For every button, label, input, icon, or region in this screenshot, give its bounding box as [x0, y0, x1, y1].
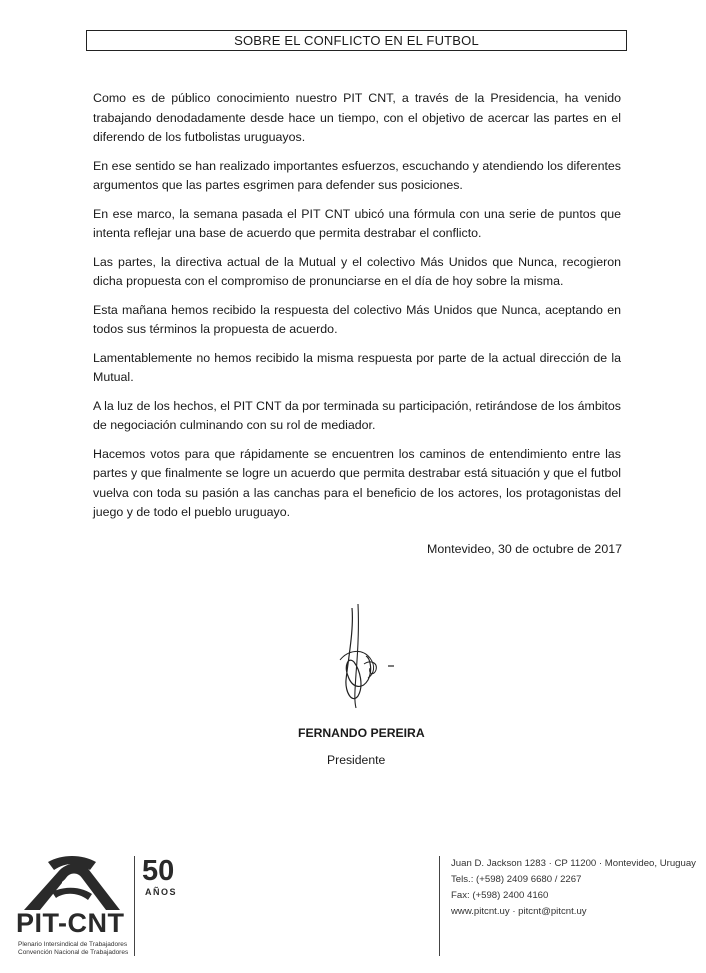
paragraph-1: Como es de público conocimiento nuestro PIT CNT, a través de la Presidencia, ha venido trabajando denodadamente desde hace un tiempo, con el objetivo de acercar las partes en el diferendo de los futbolistas uruguayos. [93, 91, 621, 144]
handwritten-signature [318, 600, 408, 715]
logo-subtitle [18, 941, 128, 957]
paragraph-2: En ese sentido se han realizado importantes esfuerzos, escuchando y atendiendo los diferentes argumentos que las partes esgrimen para defender sus posiciones. [93, 158, 621, 192]
paragraph-6: Lamentablemente no hemos recibido la misma respuesta por parte de la actual dirección de la Mutual. [93, 350, 621, 384]
document-title: SOBRE EL CONFLICTO EN EL FUTBOL [86, 30, 627, 51]
logo-subtitle-line-2: Convención Nacional de Trabajadores [18, 949, 129, 956]
signer-role: Presidente [327, 753, 386, 767]
logo-subtitle-line-1: Plenario Intersindical de Trabajadores [18, 941, 128, 948]
contact-address: Juan D. Jackson 1283 · CP 11200 · Montevideo, Uruguay [451, 858, 696, 869]
footer-divider-left [134, 856, 135, 956]
anniversary-label: AÑOS [145, 887, 178, 897]
contact-phones: Tels.: (+598) 2409 6680 / 2267 [451, 874, 582, 885]
contact-block [451, 856, 696, 920]
paragraph-3: En ese marco, la semana pasada el PIT CNT ubicó una fórmula con una serie de puntos que intenta reflejar una base de acuerdo que permita destrabar el conflicto. [93, 206, 621, 240]
paragraph-7: A la luz de los hechos, el PIT CNT da por terminada su participación, retirándose de los ámbitos de negociación culminando con su rol de mediador. [93, 398, 621, 432]
contact-fax: Fax: (+598) 2400 4160 [451, 890, 549, 901]
document-body [93, 89, 621, 532]
anniversary-number: 50 [142, 855, 175, 887]
paragraph-5: Esta mañana hemos recibido la respuesta del colectivo Más Unidos que Nunca, aceptando en todos sus términos la propuesta de acuerdo. [93, 302, 621, 336]
place-date: Montevideo, 30 de octubre de 2017 [427, 542, 622, 556]
footer-divider-right [439, 856, 440, 956]
paragraph-8: Hacemos votos para que rápidamente se encuentren los caminos de entendimiento entre las partes y que finalmente se logre un acuerdo que permita destrabar está situación y que el futbol vuelva con toda su pasión a las canchas para el beneficio de los actores, los protagonistas del juego y de todo el pueblo uruguayo. [93, 446, 621, 519]
paragraph-4: Las partes, la directiva actual de la Mutual y el colectivo Más Unidos que Nunca, recogieron dicha propuesta con el compromiso de pronunciarse en el día de hoy sobre la misma. [93, 254, 621, 288]
logo-wordmark: PIT-CNT [16, 908, 125, 938]
pit-cnt-logo-icon [18, 852, 126, 912]
contact-web-email: www.pitcnt.uy · pitcnt@pitcnt.uy [451, 906, 587, 917]
signer-name: FERNANDO PEREIRA [298, 726, 425, 740]
